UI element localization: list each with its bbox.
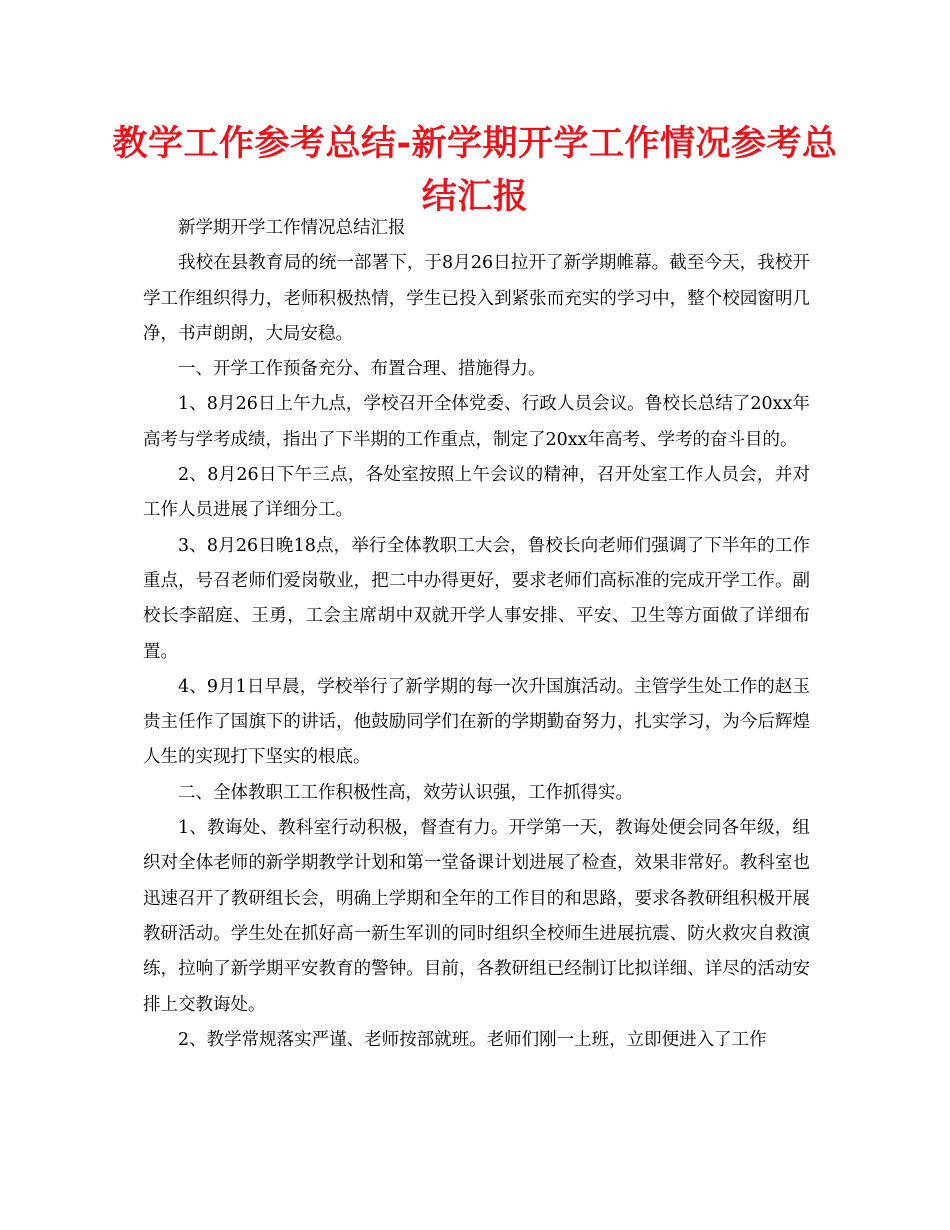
body-paragraph: 2、8月26日下午三点，各处室按照上午会议的精神，召开处室工作人员会，并对工作人员进展了详细分工。 [143, 465, 810, 521]
subtitle-paragraph: 新学期开学工作情况总结汇报 [178, 218, 406, 238]
body-paragraph: 3、8月26日晚18点，举行全体教职工大会，鲁校长向老师们强调了下半年的工作重点，号召老师们爱岗敬业，把二中办得更好，要求老师们高标准的完成开学工作。副校长李韶庭、王勇，工会主席胡中双就开学人事安排、平安、卫生等方面做了详细布置。 [143, 535, 810, 662]
document-title: 教学工作参考总结-新学期开学工作情况参考总结汇报 [112, 124, 838, 217]
document-body [143, 211, 810, 1058]
section-heading-1: 一、开学工作预备充分、布置合理、措施得力。 [178, 359, 546, 380]
body-paragraph: 2、教学常规落实严谨、老师按部就班。老师们刚一上班，立即便进入了工作 [178, 1029, 767, 1050]
section-heading-2: 二、全体教职工工作积极性高，效劳认识强，工作抓得实。 [178, 782, 633, 803]
body-paragraph: 4、9月1日早晨，学校举行了新学期的每一次升国旗活动。主管学生处工作的赵玉贵主任作了国旗下的讲话，他鼓励同学们在新的学期勤奋努力，扎实学习，为今后辉煌人生的实现打下坚实的根底。 [143, 676, 810, 768]
body-paragraph: 1、8月26日上午九点，学校召开全体党委、行政人员会议。鲁校长总结了20xx年高考与学考成绩，指出了下半期的工作重点，制定了20xx年高考、学考的奋斗目的。 [143, 394, 810, 450]
intro-paragraph: 我校在县教育局的统一部署下，于8月26日拉开了新学期帷幕。截至今天，我校开学工作组织得力，老师积极热情，学生已投入到紧张而充实的学习中，整个校园窗明几净，书声朗朗，大局安稳。 [143, 253, 810, 344]
body-paragraph: 1、教诲处、教科室行动积极，督查有力。开学第一天，教诲处便会同各年级，组织对全体老师的新学期教学计划和第一堂备课计划进展了检查，效果非常好。教科室也迅速召开了教研组长会，明确上学期和全年的工作目的和思路，要求各教研组积极开展教研活动。学生处在抓好高一新生军训的同时组织全校师生进展抗震、防火救灾自救演练，拉响了新学期平安教育的警钟。目前，各教研组已经制订比拟详细、详尽的活动安排上交教诲处。 [143, 818, 810, 1015]
